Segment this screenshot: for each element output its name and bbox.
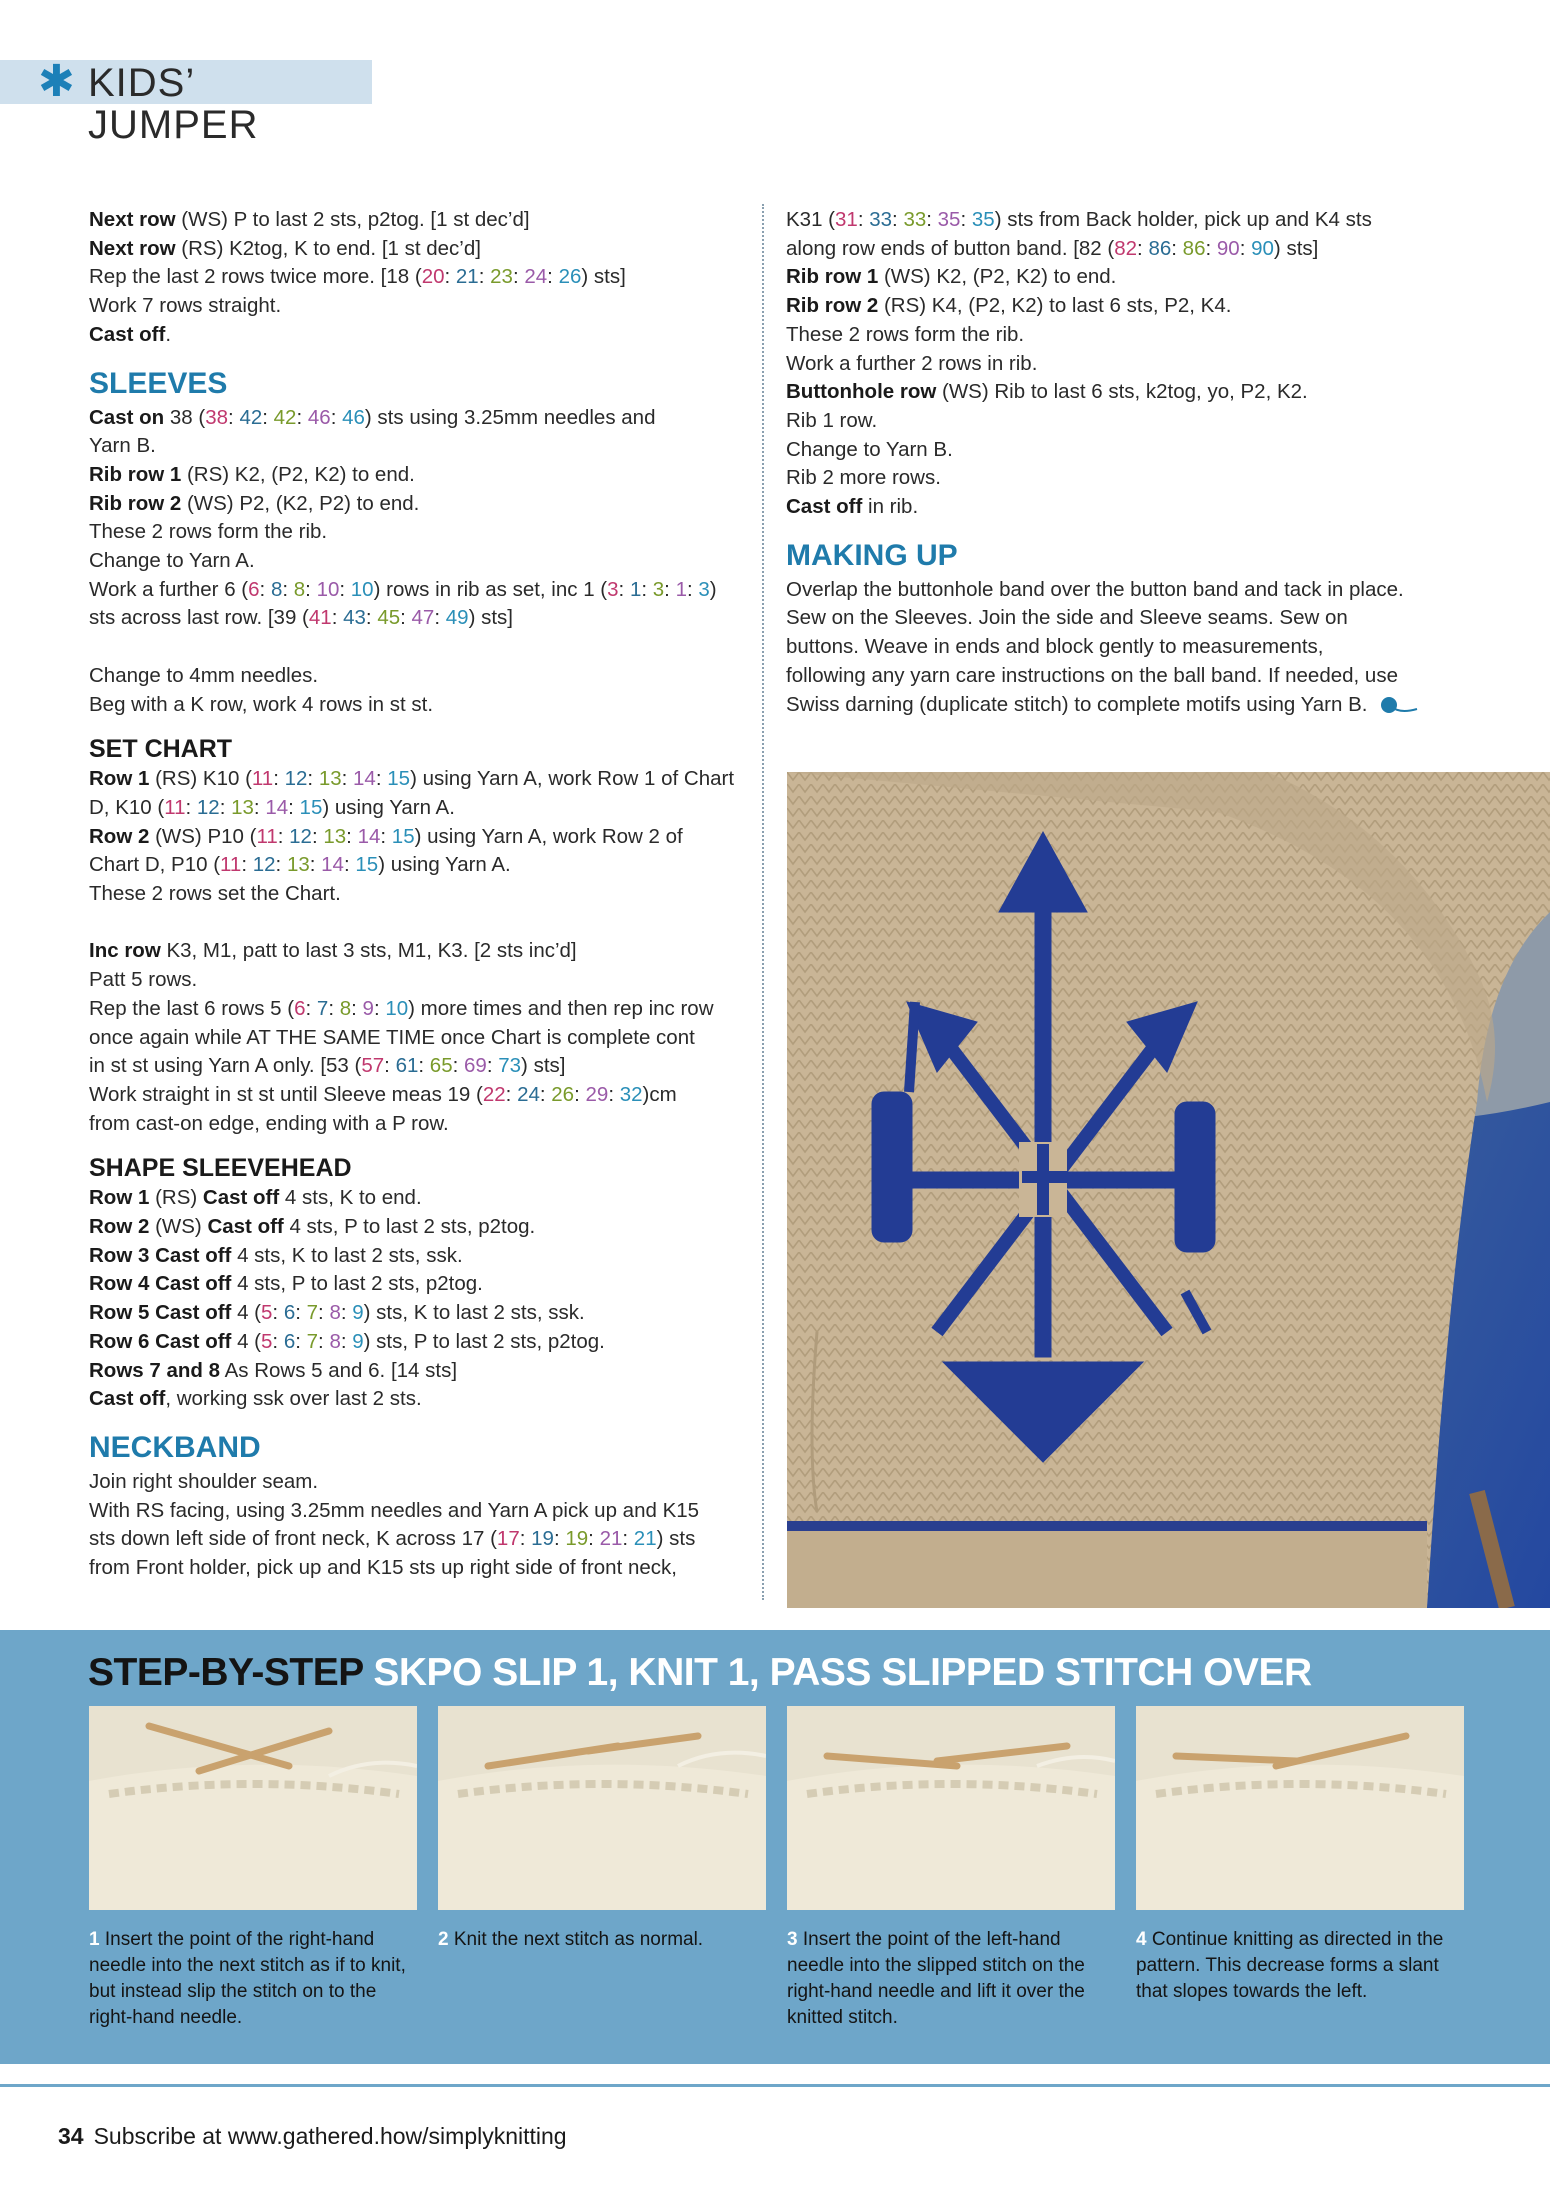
neck-line: Rib 2 more rows. [786, 466, 941, 490]
sleevehead-row-7: Rows 7 and 8 As Rows 5 and 6. [14 sts] [89, 1358, 458, 1382]
step-2-text: 2 Knit the next stitch as normal. [438, 1929, 704, 1950]
sleeves-line: Change to Yarn A. [89, 549, 255, 573]
making-up-heading: MAKING UP [786, 538, 958, 572]
sleeve-photo [787, 772, 1550, 1608]
sleeves-work-further-2: sts across last row. [39 (41: 43: 45: 47: 49) sts] [89, 606, 513, 630]
sleeves-rib-1: Rib row 1 (RS) K2, (P2, K2) to end. [89, 462, 415, 486]
step-4-photo [1136, 1706, 1464, 1910]
neckband-line: sts down left side of front neck, K across 17 (17: 19: 19: 21: 21) sts [89, 1527, 696, 1551]
sleeves-line: Change to 4mm needles. [89, 663, 319, 687]
chart-repeat-3: in st st using Yarn A only. [53 (57: 61: 65: 69: 73) sts] [89, 1054, 566, 1078]
sleeves-cast-on: Cast on 38 (38: 42: 42: 46: 46) sts using 3.25mm needles and [89, 405, 656, 429]
step-2-photo [438, 1706, 766, 1910]
set-chart-heading: SET CHART [89, 735, 233, 764]
sleevehead-row-4: Row 4 Cast off 4 sts, P to last 2 sts, p2tog. [89, 1272, 483, 1296]
chart-row-1: Row 1 (RS) K10 (11: 12: 13: 14: 15) using Yarn A, work Row 1 of Chart [89, 767, 735, 791]
sleeves-work-further: Work a further 6 (6: 8: 8: 10: 10) rows in rib as set, inc 1 (3: 1: 3: 1: 3) [89, 577, 717, 601]
neck-cast-off: Cast off in rib. [786, 495, 919, 519]
chart-row-1-cont: D, K10 (11: 12: 13: 14: 15) using Yarn A. [89, 795, 455, 819]
neckband-heading: NECKBAND [89, 1430, 261, 1464]
intro-line-5: Cast off. [89, 322, 172, 346]
sleevehead-row-2: Row 2 (WS) Cast off 4 sts, P to last 2 sts, p2tog. [89, 1215, 536, 1239]
asterisk-icon: ✱ [38, 57, 75, 106]
chart-line: Patt 5 rows. [89, 968, 198, 992]
footer [58, 2122, 567, 2150]
column-divider [762, 204, 764, 1600]
intro-line-3: Rep the last 2 rows twice more. [18 (20: 21: 23: 24: 26) sts] [89, 265, 626, 289]
sleevehead-row-5: Row 5 Cast off 4 (5: 6: 7: 8: 9) sts, K to last 2 sts, ssk. [89, 1301, 585, 1325]
step-4-text: 4 Continue knitting as directed in the pattern. This decrease forms a slant that slopes towards the left. [1136, 1929, 1444, 2002]
neck-line: These 2 rows form the rib. [786, 322, 1025, 346]
neck-line: Rib 1 row. [786, 408, 878, 432]
neckband-line: With RS facing, using 3.25mm needles and Yarn A pick up and K15 [89, 1498, 700, 1522]
k31-line: K31 (31: 33: 33: 35: 35) sts from Back holder, pick up and K4 sts [786, 208, 1372, 231]
neck-rib-2: Rib row 2 (RS) K4, (P2, K2) to last 6 sts, P2, K4. [786, 294, 1232, 318]
sleevehead-row-3: Row 3 Cast off 4 sts, K to last 2 sts, ssk. [89, 1243, 463, 1267]
chart-repeat: Rep the last 6 rows 5 (6: 7: 8: 9: 10) more times and then rep inc row [89, 996, 714, 1020]
inc-row: Inc row K3, M1, patt to last 3 sts, M1, K3. [2 sts inc’d] [89, 939, 577, 963]
making-up-line: Swiss darning (duplicate stitch) to complete motifs using Yarn B. [786, 691, 1486, 720]
step-1-photo [89, 1706, 417, 1910]
sleevehead-cast-off: Cast off, working ssk over last 2 sts. [89, 1387, 422, 1411]
page-title: KIDS’ JUMPER [88, 61, 259, 147]
subscribe-link[interactable]: Subscribe at www.gathered.how/simplyknitting [93, 2123, 567, 2149]
sleevehead-row-1: Row 1 (RS) Cast off 4 sts, K to end. [89, 1186, 422, 1210]
intro-line-2: Next row (RS) K2tog, K to end. [1 st dec’d] [89, 236, 481, 260]
step-3-photo [787, 1706, 1115, 1910]
sleeves-rib-2: Rib row 2 (WS) P2, (K2, P2) to end. [89, 491, 420, 515]
neck-line: Change to Yarn B. [786, 437, 953, 461]
chart-line: These 2 rows set the Chart. [89, 882, 341, 906]
neck-line: Work a further 2 rows in rib. [786, 351, 1038, 375]
left-column [89, 206, 749, 1583]
step-by-step-title: STEP-BY-STEP SKPO SLIP 1, KNIT 1, PASS SLIPPED STITCH OVER [88, 1651, 1312, 1694]
making-up-line: buttons. Weave in ends and block gently to measurements, [786, 635, 1324, 659]
buttonhole-row: Buttonhole row (WS) Rib to last 6 sts, k2tog, yo, P2, K2. [786, 380, 1308, 404]
chart-repeat-2: once again while AT THE SAME TIME once Chart is complete cont [89, 1025, 695, 1049]
footer-rule [0, 2084, 1550, 2087]
sleeves-heading: SLEEVES [89, 366, 228, 400]
making-up-line: following any yarn care instructions on the ball band. If needed, use [786, 663, 1398, 687]
intro-line-4: Work 7 rows straight. [89, 294, 282, 318]
sleeves-line: Beg with a K row, work 4 rows in st st. [89, 692, 434, 716]
intro-line-1: Next row (WS) P to last 2 sts, p2tog. [1 st dec’d] [89, 208, 530, 231]
work-straight: Work straight in st st until Sleeve meas 19 (22: 24: 26: 29: 32)cm [89, 1082, 677, 1106]
making-up-line: Sew on the Sleeves. Join the side and Sleeve seams. Sew on [786, 606, 1348, 630]
sleeves-yarn-b: Yarn B. [89, 434, 156, 458]
step-3-text: 3 Insert the point of the left-hand needle into the slipped stitch on the right-hand needle and lift it over the knitted stitch. [787, 1929, 1085, 2028]
k31-line-2: along row ends of button band. [82 (82: 86: 86: 90: 90) sts] [786, 236, 1319, 260]
chart-row-2: Row 2 (WS) P10 (11: 12: 13: 14: 15) using Yarn A, work Row 2 of [89, 824, 683, 848]
making-up-line: Overlap the buttonhole band over the button band and tack in place. [786, 577, 1404, 601]
step-1-text: 1 Insert the point of the right-hand needle into the next stitch as if to knit, but instead slip the stitch on to the right-hand needle. [89, 1929, 406, 2028]
section-header [0, 57, 372, 147]
sleevehead-heading: SHAPE SLEEVEHEAD [89, 1154, 352, 1183]
right-column [786, 206, 1486, 719]
yarn-ball-icon [1379, 695, 1419, 715]
work-straight-2: from cast-on edge, ending with a P row. [89, 1111, 449, 1135]
page-number: 34 [58, 2123, 84, 2149]
neckband-line: from Front holder, pick up and K15 sts up right side of front neck, [89, 1556, 677, 1580]
sleeves-line: These 2 rows form the rib. [89, 520, 328, 544]
chart-row-2-cont: Chart D, P10 (11: 12: 13: 14: 15) using Yarn A. [89, 853, 511, 877]
sleevehead-row-6: Row 6 Cast off 4 (5: 6: 7: 8: 9) sts, P to last 2 sts, p2tog. [89, 1329, 605, 1353]
neck-rib-1: Rib row 1 (WS) K2, (P2, K2) to end. [786, 265, 1117, 289]
neckband-line: Join right shoulder seam. [89, 1469, 319, 1493]
